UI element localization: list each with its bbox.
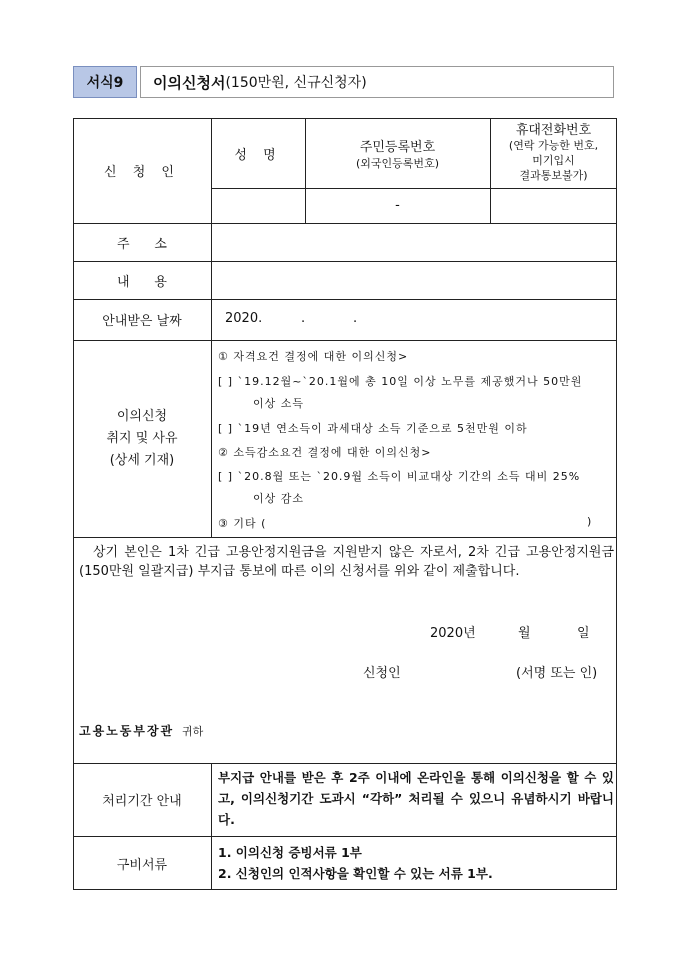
phone-column-note: (연락 가능한 번호, — [508, 139, 599, 152]
reason-text: 이상 감소 — [253, 492, 305, 505]
declaration-day: 일 — [577, 626, 590, 641]
phone-field[interactable] — [490, 188, 617, 223]
id-column-title: 주민등록번호 — [359, 139, 436, 155]
recipient-suffix: 귀하 — [181, 725, 204, 738]
applicant-row-label: 신 청 인 — [104, 165, 180, 180]
required-document-item: 1. 이의신청 증빙서류 1부 — [218, 845, 362, 860]
declaration-month: 월 — [518, 626, 531, 641]
reason-text: 이상 소득 — [253, 397, 305, 410]
phone-column-note: 결과통보불가) — [519, 169, 588, 182]
recipient-name: 고용노동부장관 — [79, 724, 175, 738]
processing-period-text: 부지급 안내를 받은 후 2주 이내에 온라인을 통해 이의신청을 할 수 있고, 이의신청기간 도과시 “각하” 처리될 수 있으니 유념하시기 바랍니다. — [218, 770, 614, 827]
reason-label — [73, 340, 211, 537]
id-number-field[interactable]: - — [395, 198, 400, 213]
id-column-subtitle: (외국인등록번호) — [356, 156, 439, 170]
reason-label-line: 취지 및 사유 — [106, 430, 178, 446]
recipient — [79, 722, 203, 739]
phone-column-header — [490, 118, 617, 188]
divider-line — [73, 537, 617, 538]
notice-date-field[interactable] — [211, 299, 617, 340]
form-number-label: 서식9 — [73, 66, 137, 98]
reason-checkbox-income-drop[interactable]: [ ] `20.8월 또는 `20.9월 소득이 비교대상 기간의 소득 대비 25% — [218, 470, 581, 483]
phone-column-title: 휴대전화번호 — [515, 123, 592, 138]
address-field[interactable] — [211, 223, 617, 261]
reason-option-eligibility: ① 자격요건 결정에 대한 이의신청> — [218, 350, 409, 363]
reason-checkbox-annual-income[interactable]: [ ] `19년 연소득이 과세대상 소득 기준으로 5천만원 이하 — [218, 422, 528, 435]
declaration-text: 상기 본인은 1차 긴급 고용안정지원금을 지원받지 않은 자로서, 2차 긴급 고용안정지원금(150만원 일괄지급) 부지급 통보에 따른 이의 신청서를 위와 같이 제출합니다. — [79, 545, 614, 579]
required-documents-list — [218, 842, 493, 884]
processing-period-label: 처리기간 안내 — [102, 794, 182, 809]
content-label: 내 용 — [117, 274, 167, 290]
form-title — [140, 66, 614, 98]
form-title-sub: (150만원, 신규신청자) — [225, 75, 367, 91]
declaration-signature[interactable]: (서명 또는 인) — [516, 666, 598, 681]
declaration-year: 2020년 — [430, 626, 476, 641]
required-documents-label: 구비서류 — [116, 857, 168, 873]
declaration-applicant: 신청인 — [363, 666, 401, 681]
reason-checkbox-work-income[interactable]: [ ] `19.12월~`20.1월에 총 10일 이상 노무를 제공했거나 50만원 — [218, 375, 583, 388]
reason-label-line: (상세 기재) — [109, 452, 175, 468]
notice-date-year: 2020. — [225, 311, 263, 326]
divider-line — [211, 763, 212, 890]
address-label: 주 소 — [117, 236, 167, 252]
notice-date-day-dot: . — [353, 311, 358, 326]
required-document-item: 2. 신청인의 인적사항을 확인할 수 있는 서류 1부. — [218, 866, 493, 881]
reason-option-other[interactable]: ③ 기타 ( — [218, 517, 267, 530]
reason-label-line: 이의신청 — [116, 408, 168, 424]
content-field[interactable] — [211, 261, 617, 299]
form-title-main: 이의신청서 — [153, 73, 226, 92]
notice-date-month-dot: . — [301, 311, 306, 326]
name-field[interactable] — [211, 188, 305, 223]
notice-date-label: 안내받은 날짜 — [102, 314, 182, 329]
name-column-header: 성 명 — [234, 147, 282, 163]
id-column-header — [305, 118, 490, 188]
reason-option-income-decrease: ② 소득감소요건 결정에 대한 이의신청> — [218, 446, 432, 459]
reason-option-other-close: ) — [587, 515, 593, 528]
phone-column-note: 미기입시 — [532, 154, 575, 167]
